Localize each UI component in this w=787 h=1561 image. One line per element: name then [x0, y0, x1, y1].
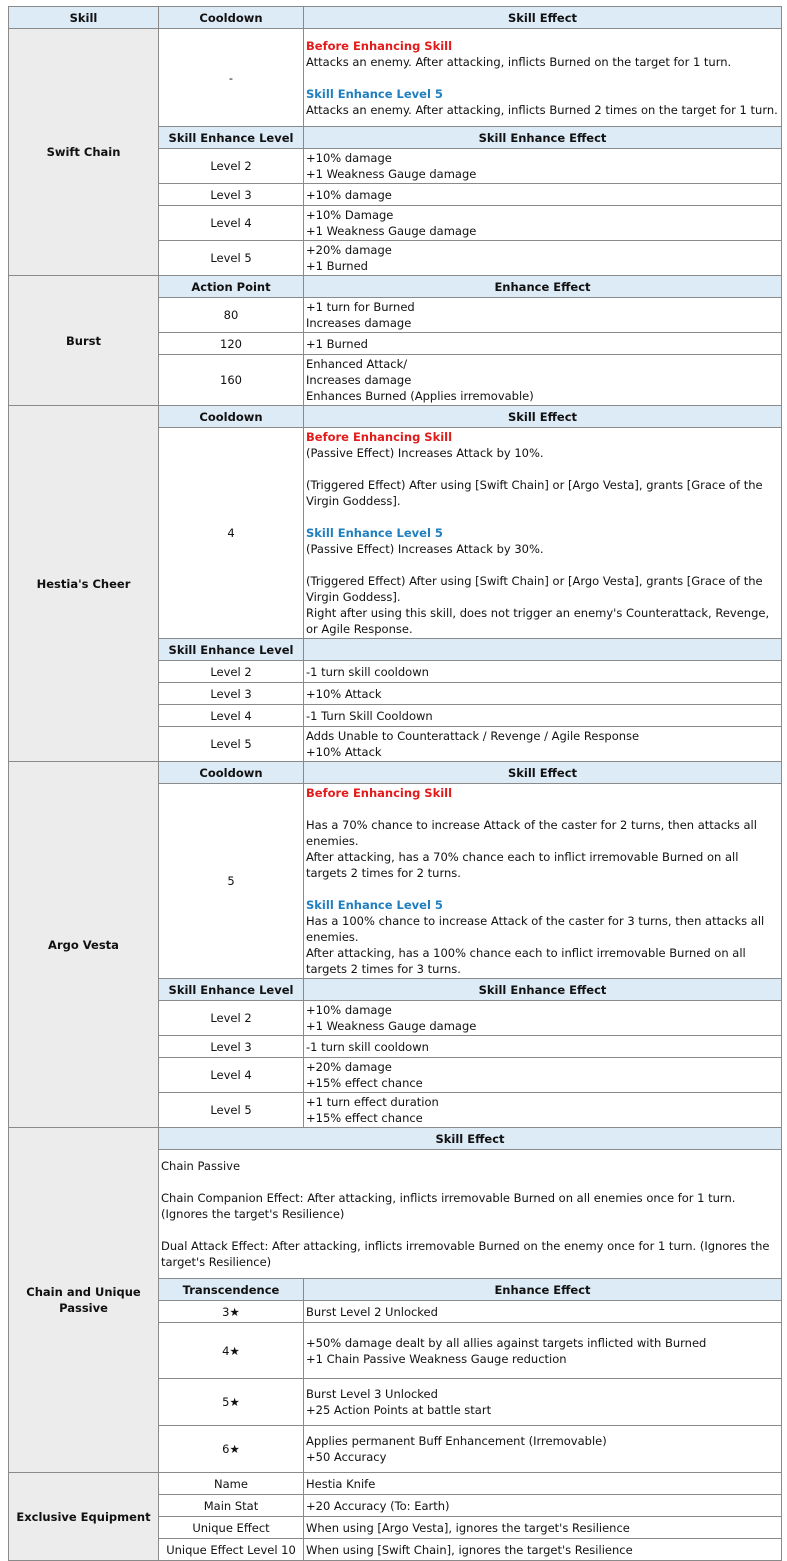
effect-line: +25 Action Points at battle start: [306, 1403, 492, 1417]
effect-cell: [304, 1323, 782, 1379]
level-cell: Level 5: [159, 1093, 304, 1128]
effect-line: -1 turn skill cooldown: [306, 664, 429, 679]
enhance-level5-label: Skill Enhance Level 5: [306, 898, 443, 912]
effect-line: Burst Level 2 Unlocked: [306, 1304, 438, 1319]
effect-line: -1 turn skill cooldown: [306, 1039, 429, 1054]
skill-name-exclusive-equipment: Exclusive Equipment: [9, 1473, 159, 1561]
effect-cell: [304, 1301, 782, 1323]
swift-chain-lv5-text: Attacks an enemy. After attacking, inflicts Burned 2 times on the target for 1 turn.: [306, 102, 778, 117]
argo-effect: [304, 784, 782, 979]
effect-line: +10% Attack: [306, 686, 382, 701]
subheader-skill-effect: Skill Effect: [159, 1128, 782, 1150]
effect-cell: [304, 355, 782, 406]
effect-line: Applies permanent Buff Enhancement (Irremovable): [306, 1434, 607, 1448]
effect-cell: [304, 206, 782, 241]
level-cell: Level 3: [159, 1036, 304, 1058]
subheader-skill-effect: Skill Effect: [304, 406, 782, 428]
subheader-action-point: Action Point: [159, 276, 304, 298]
effect-line: +10% Damage: [306, 208, 394, 222]
hestia-before-p1: (Passive Effect) Increases Attack by 10%.: [306, 446, 544, 460]
swift-chain-main-row: [9, 29, 782, 127]
subheader-enhance-effect: Skill Enhance Effect: [304, 979, 782, 1001]
effect-line: +1 Burned: [306, 259, 368, 273]
level-cell: Level 2: [159, 149, 304, 184]
equip-value-cell: Hestia Knife: [304, 1473, 782, 1495]
enhance-level5-label: Skill Enhance Level 5: [306, 526, 443, 540]
effect-line: +15% effect chance: [306, 1111, 423, 1125]
hestia-lv5-p3: Right after using this skill, does not trigger an enemy's Counterattack, Revenge, or Agile Response.: [306, 606, 770, 636]
hestia-before-p2: (Triggered Effect) After using [Swift Chain] or [Argo Vesta], grants [Grace of the Virgin Goddess].: [306, 478, 763, 508]
subheader-cooldown: Cooldown: [159, 762, 304, 784]
effect-line: +1 turn effect duration: [306, 1095, 439, 1109]
effect-cell: [304, 1001, 782, 1036]
effect-cell: [304, 241, 782, 276]
effect-cell: [304, 1426, 782, 1473]
tier-cell: 5★: [159, 1379, 304, 1426]
equip-value-cell: When using [Argo Vesta], ignores the target's Resilience: [304, 1517, 782, 1539]
action-point-cell: 80: [159, 298, 304, 333]
effect-line: -1 Turn Skill Cooldown: [306, 708, 433, 723]
level-cell: Level 5: [159, 241, 304, 276]
chain-subheader: [9, 1128, 782, 1150]
hestia-effect: [304, 428, 782, 639]
effect-line: +10% damage: [306, 187, 392, 202]
effect-cell: [304, 149, 782, 184]
level-cell: Level 4: [159, 206, 304, 241]
effect-line: +1 Burned: [306, 336, 368, 351]
hestia-lv5-p1: (Passive Effect) Increases Attack by 30%.: [306, 542, 544, 556]
effect-line: +10% Attack: [306, 745, 382, 759]
equip-value-cell: When using [Swift Chain], ignores the target's Resilience: [304, 1539, 782, 1561]
skill-name-burst: Burst: [9, 276, 159, 406]
skill-name-argo-vesta: Argo Vesta: [9, 762, 159, 1128]
subheader-enhance-level: Skill Enhance Level: [159, 979, 304, 1001]
tier-cell: 6★: [159, 1426, 304, 1473]
swift-chain-before-text: Attacks an enemy. After attacking, inflicts Burned on the target for 1 turn.: [306, 54, 732, 69]
tier-cell: 3★: [159, 1301, 304, 1323]
before-enhancing-label: Before Enhancing Skill: [306, 38, 453, 53]
effect-line: +20% damage: [306, 1060, 392, 1074]
hestia-cooldown: 4: [159, 428, 304, 639]
burst-subheader: [9, 276, 782, 298]
effect-line: +1 Weakness Gauge damage: [306, 224, 477, 238]
table-row: [9, 1473, 782, 1495]
effect-line: +50 Accuracy: [306, 1450, 387, 1464]
effect-line: +1 Weakness Gauge damage: [306, 167, 477, 181]
before-enhancing-label: Before Enhancing Skill: [306, 786, 453, 800]
effect-line: +10% damage: [306, 151, 392, 165]
effect-line: +1 turn for Burned: [306, 300, 415, 314]
effect-line: +10% damage: [306, 1003, 392, 1017]
argo-subheader: [9, 762, 782, 784]
subheader-enhance-effect: Enhance Effect: [304, 1279, 782, 1301]
table-header-row: [9, 7, 782, 29]
equip-label-cell: Unique Effect Level 10: [159, 1539, 304, 1561]
subheader-transcendence: Transcendence: [159, 1279, 304, 1301]
effect-cell: [304, 1036, 782, 1058]
chain-p3: Dual Attack Effect: After attacking, inflicts irremovable Burned on the enemy once for 1 turn. (Ignores the target's Resilience): [161, 1239, 770, 1269]
hestia-lv5-p2: (Triggered Effect) After using [Swift Chain] or [Argo Vesta], grants [Grace of the Virgin Goddess].: [306, 574, 763, 604]
effect-line: Adds Unable to Counterattack / Revenge / Agile Response: [306, 729, 640, 743]
effect-cell: [304, 661, 782, 683]
effect-cell: [304, 1093, 782, 1128]
subheader-enhance-level: Skill Enhance Level: [159, 127, 304, 149]
skill-table: [8, 6, 782, 1561]
action-point-cell: 120: [159, 333, 304, 355]
equip-label-cell: Unique Effect: [159, 1517, 304, 1539]
tier-cell: 4★: [159, 1323, 304, 1379]
subheader-empty: [304, 639, 782, 661]
subheader-enhance-level: Skill Enhance Level: [159, 639, 304, 661]
effect-line: Enhances Burned (Applies irremovable): [306, 389, 534, 403]
level-cell: Level 3: [159, 184, 304, 206]
level-cell: Level 4: [159, 1058, 304, 1093]
enhance-level5-label: Skill Enhance Level 5: [306, 86, 443, 101]
effect-cell: [304, 1058, 782, 1093]
subheader-enhance-effect: Enhance Effect: [304, 276, 782, 298]
equip-label-cell: Main Stat: [159, 1495, 304, 1517]
effect-line: Increases damage: [306, 316, 412, 330]
subheader-cooldown: Cooldown: [159, 406, 304, 428]
swift-chain-cooldown: -: [159, 29, 304, 127]
effect-cell: [304, 727, 782, 762]
chain-p2: Chain Companion Effect: After attacking, inflicts irremovable Burned on all enemies once for 1 turn. (Ignores the target's Resilience): [161, 1191, 736, 1221]
subheader-enhance-effect: Skill Enhance Effect: [304, 127, 782, 149]
chain-p1: Chain Passive: [161, 1159, 241, 1173]
effect-line: +1 Chain Passive Weakness Gauge reduction: [306, 1351, 567, 1366]
skill-name-hestias-cheer: Hestia's Cheer: [9, 406, 159, 762]
level-cell: Level 5: [159, 727, 304, 762]
effect-line: Increases damage: [306, 373, 412, 387]
effect-cell: [304, 333, 782, 355]
chain-effect: [159, 1150, 782, 1279]
effect-line: Burst Level 3 Unlocked: [306, 1387, 438, 1401]
equip-label-cell: Name: [159, 1473, 304, 1495]
effect-cell: [304, 298, 782, 333]
skill-name-swift-chain: Swift Chain: [9, 29, 159, 276]
effect-cell: [304, 705, 782, 727]
subheader-skill-effect: Skill Effect: [304, 762, 782, 784]
equip-value-cell: +20 Accuracy (To: Earth): [304, 1495, 782, 1517]
argo-lv5-p2: After attacking, has a 100% chance each to inflict irremovable Burned on all targets 2 times for 3 turns.: [306, 946, 746, 976]
skill-name-chain-passive: Chain and Unique Passive: [9, 1128, 159, 1473]
header-cooldown: Cooldown: [159, 7, 304, 29]
effect-line: +1 Weakness Gauge damage: [306, 1019, 477, 1033]
effect-cell: [304, 1379, 782, 1426]
header-skill: Skill: [9, 7, 159, 29]
level-cell: Level 2: [159, 661, 304, 683]
effect-cell: [304, 184, 782, 206]
effect-line: +20% damage: [306, 243, 392, 257]
effect-line: +15% effect chance: [306, 1076, 423, 1090]
level-cell: Level 3: [159, 683, 304, 705]
swift-chain-effect: [304, 29, 782, 127]
hestia-subheader: [9, 406, 782, 428]
level-cell: Level 2: [159, 1001, 304, 1036]
argo-cooldown: 5: [159, 784, 304, 979]
effect-line: Enhanced Attack/: [306, 357, 408, 371]
level-cell: Level 4: [159, 705, 304, 727]
argo-lv5-p1: Has a 100% chance to increase Attack of the caster for 3 turns, then attacks all enemies.: [306, 914, 765, 944]
header-skill-effect: Skill Effect: [304, 7, 782, 29]
effect-line: +50% damage dealt by all allies against targets inflicted with Burned: [306, 1335, 707, 1350]
argo-before-p1: Has a 70% chance to increase Attack of the caster for 2 turns, then attacks all enemies.: [306, 818, 757, 848]
effect-cell: [304, 683, 782, 705]
argo-before-p2: After attacking, has a 70% chance each to inflict irremovable Burned on all targets 2 times for 2 turns.: [306, 850, 739, 880]
action-point-cell: 160: [159, 355, 304, 406]
before-enhancing-label: Before Enhancing Skill: [306, 430, 453, 444]
